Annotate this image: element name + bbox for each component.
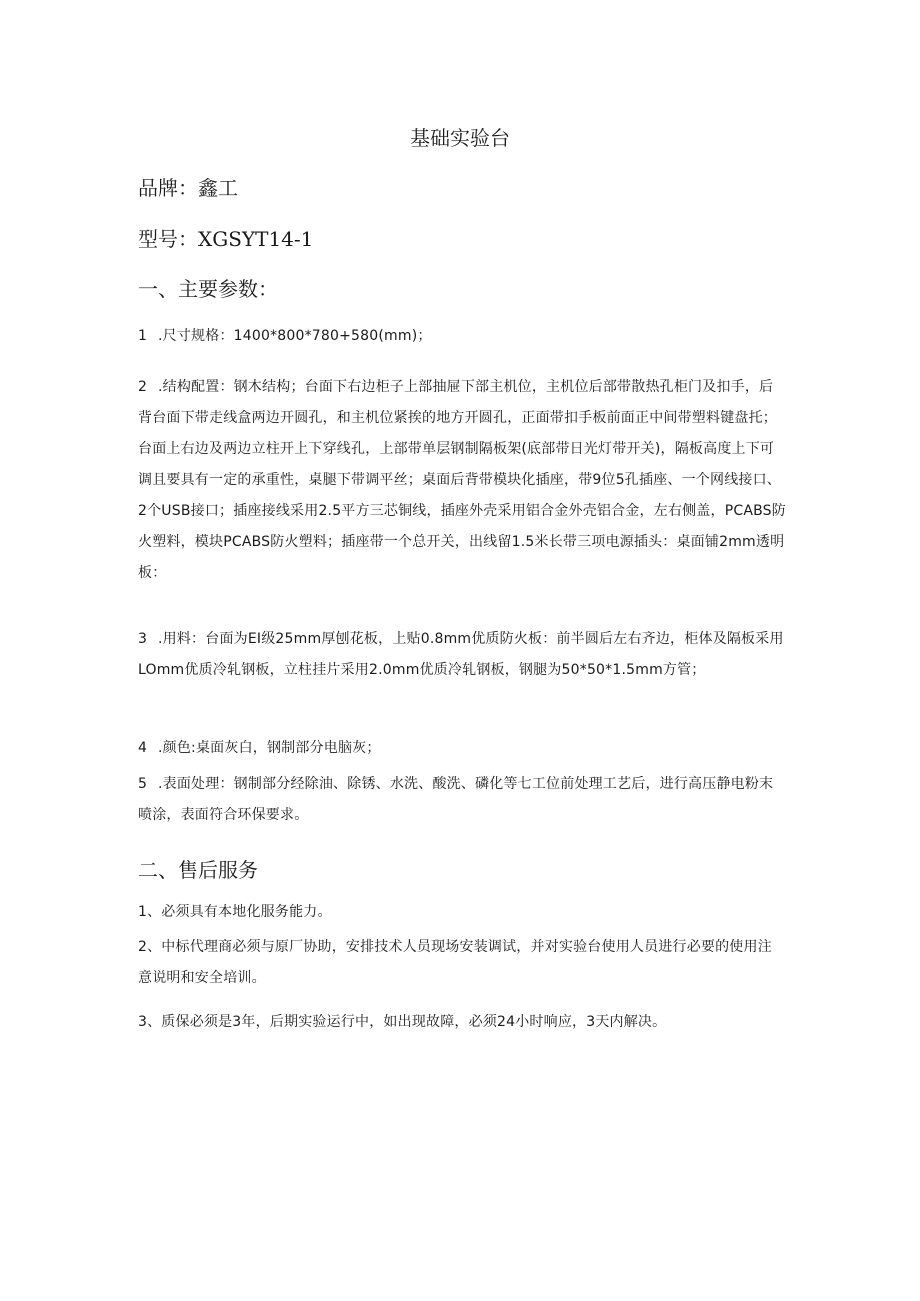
param-text: .用料：台面为EI级25mm厚刨花板，上贴0.8mm优质防火板：前半圆后左右齐边，柜体及隔板采用LOmm优质冷轧钢板，立柱挂片采用2.0mm优质冷轧钢板，钢腿为50*50*1.5mm方管； — [138, 631, 784, 678]
param-text: .颜色:桌面灰白，钢制部分电脑灰； — [158, 740, 381, 756]
param-number: 2 — [138, 379, 148, 395]
service-item-local: 1、必须具有本地化服务能力。 — [138, 904, 332, 920]
model-line: 型号：XGSYT14-1 — [138, 227, 314, 251]
document-title: 基础实验台 — [410, 126, 510, 150]
param-item-surface — [138, 769, 786, 831]
param-item-structure — [138, 372, 786, 589]
param-text: .表面处理：钢制部分经除油、除锈、水洗、酸洗、磷化等七工位前处理工艺后，进行高压静电粉末喷涂，表面符合环保要求。 — [138, 776, 774, 823]
param-item-materials — [138, 624, 786, 686]
param-number: 3 — [138, 631, 148, 647]
service-item-install: 2、中标代理商必须与原厂协助，安排技术人员现场安装调试，并对实验台使用人员进行必要的使用注意说明和安全培训。 — [138, 939, 772, 986]
brand-line: 品牌：鑫工 — [138, 176, 238, 200]
param-number: 5 — [138, 776, 148, 792]
param-item-size — [138, 321, 786, 352]
param-item-color — [138, 733, 786, 764]
section-heading-main-params: 一、主要参数： — [138, 277, 278, 301]
param-text: .尺寸规格：1400*800*780+580(mm)； — [158, 328, 432, 344]
service-item-warranty: 3、质保必须是3年，后期实验运行中，如出现故障，必须24小时响应，3天内解决。 — [138, 1014, 667, 1030]
param-number: 4 — [138, 740, 148, 756]
section-heading-after-sales: 二、售后服务 — [138, 858, 258, 882]
param-number: 1 — [138, 328, 148, 344]
param-text: .结构配置：钢木结构；台面下右边柜子上部抽屉下部主机位，主机位后部带散热孔柜门及扣手，后背台面下带走线盒两边开圆孔，和主机位紧挨的地方开圆孔，正面带扣手板前面正中间带塑料键盘托；台面上右边及两边立柱开上下穿线孔，上部带单层钢制隔板架(底部带日光灯带开关)，隔板高度上下可调且要具有一定的承重性，桌腿下带调平丝；桌面后背带模块化插座，带9位5孔插座、一个网线接口、2个USB接口；插座接线采用2.5平方三芯铜线，插座外壳采用铝合金外壳铝合金，左右侧盖，PCABS防火塑料，模块PCABS防火塑料；插座带一个总开关，出线留1.5米长带三项电源插头：桌面铺2mm透明板： — [138, 379, 786, 581]
